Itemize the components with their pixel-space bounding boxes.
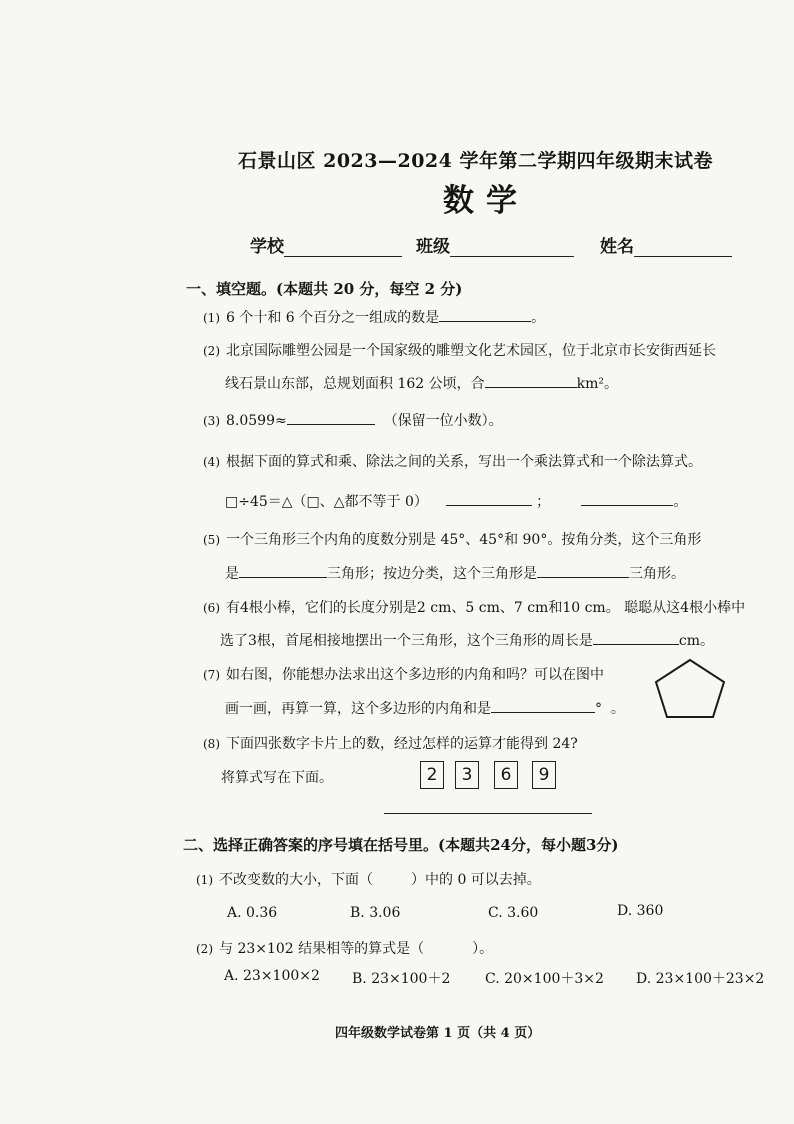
question-3: (3) 8.0599≈ （保留一位小数）。 (203, 410, 503, 430)
question-4-line1: (4) 根据下面的算式和乘、除法之间的关系，写出一个乘法算式和一个除法算式。 (203, 454, 702, 470)
question-4-line2: □÷45＝△（□、△都不等于 0） ； 。 (225, 491, 687, 511)
answer-blank[interactable] (593, 630, 679, 645)
question-6-line1: (6) 有4根小棒，它们的长度分别是2 cm、5 cm、7 cm和10 cm。 聪聪从这4根小棒中 (203, 600, 746, 616)
number-card: 9 (532, 761, 556, 789)
question-number: (1) (203, 311, 220, 325)
option-b: B. 3.06 (350, 905, 401, 921)
choice-question-2: (2) 与 23×102 结果相等的算式是（ ）。 (196, 941, 494, 957)
number-card: 3 (455, 761, 479, 789)
option-d: D. 23×100＋23×2 (636, 971, 765, 987)
question-number: (4) (203, 455, 220, 469)
question-5-line1: (5) 一个三角形三个内角的度数分别是 45°、45°和 90°。按角分类，这个三角形 (203, 532, 702, 548)
question-5-line2: 是 三角形；按边分类，这个三角形是 三角形。 (225, 563, 685, 583)
expression-answer-line[interactable] (384, 813, 592, 814)
name-blank[interactable] (634, 238, 732, 257)
number-card: 2 (420, 761, 444, 789)
section1-heading: 一、填空题。(本题共 20 分，每空 2 分) (186, 280, 463, 298)
option-b: B. 23×100＋2 (352, 971, 451, 987)
question-number: (6) (203, 601, 220, 615)
question-6-line2: 选了3根，首尾相接地摆出一个三角形，这个三角形的周长是 cm。 (220, 630, 714, 650)
answer-blank[interactable] (485, 373, 577, 388)
option-a: A. 23×100×2 (224, 968, 320, 984)
question-2-line1: (2) 北京国际雕塑公园是一个国家级的雕塑文化艺术园区，位于北京市长安街西延长 (203, 343, 716, 359)
exam-title: 石景山区 2023—2024 学年第二学期四年级期末试卷 (238, 150, 713, 172)
class-field (416, 232, 574, 257)
formula: □÷45＝△（□、△都不等于 0） (225, 494, 428, 510)
page-footer: 四年级数学试卷第 1 页（共 4 页） (335, 1026, 541, 1041)
answer-blank[interactable] (491, 698, 595, 713)
multiply-answer-blank[interactable] (446, 491, 532, 506)
question-number: (5) (203, 533, 220, 547)
question-number: (7) (203, 668, 220, 682)
pentagon-figure (652, 657, 728, 721)
question-number: (2) (203, 344, 220, 358)
question-7-line1: (7) 如右图，你能想办法求出这个多边形的内角和吗？可以在图中 (203, 667, 604, 683)
option-c: C. 20×100＋3×2 (485, 971, 604, 987)
name-label: 姓名 (600, 237, 634, 257)
question-number: (8) (203, 737, 220, 751)
name-field (600, 232, 732, 257)
question-number: (1) (196, 873, 213, 887)
school-blank[interactable] (284, 238, 402, 257)
option-c: C. 3.60 (488, 905, 539, 921)
angle-type-blank[interactable] (239, 563, 327, 578)
answer-blank[interactable] (439, 307, 531, 322)
question-8-line1: (8) 下面四张数字卡片上的数，经过怎样的运算才能得到 24? (203, 736, 578, 752)
school-field (250, 232, 402, 257)
question-1: (1) 6 个十和 6 个百分之一组成的数是 。 (203, 307, 545, 327)
class-blank[interactable] (450, 238, 574, 257)
choice-question-1: (1) 不改变数的大小，下面（ ）中的 0 可以去掉。 (196, 872, 541, 888)
subject-title: 数学 (443, 183, 529, 219)
option-d: D. 360 (617, 903, 664, 919)
question-number: (3) (203, 414, 220, 428)
answer-blank[interactable] (287, 410, 375, 425)
side-type-blank[interactable] (537, 563, 629, 578)
option-a: A. 0.36 (227, 905, 278, 921)
question-2-line2: 线石景山东部，总规划面积 162 公顷，合 km²。 (225, 373, 618, 393)
question-number: (2) (196, 942, 213, 956)
class-label: 班级 (416, 237, 450, 257)
school-label: 学校 (250, 237, 284, 257)
divide-answer-blank[interactable] (581, 491, 673, 506)
question-7-line2: 画一画，再算一算，这个多边形的内角和是 ° 。 (225, 698, 625, 718)
question-8-line2: 将算式写在下面。 (221, 770, 333, 786)
number-card: 6 (494, 761, 518, 789)
section2-heading: 二、选择正确答案的序号填在括号里。(本题共24分，每小题3分) (183, 836, 619, 854)
